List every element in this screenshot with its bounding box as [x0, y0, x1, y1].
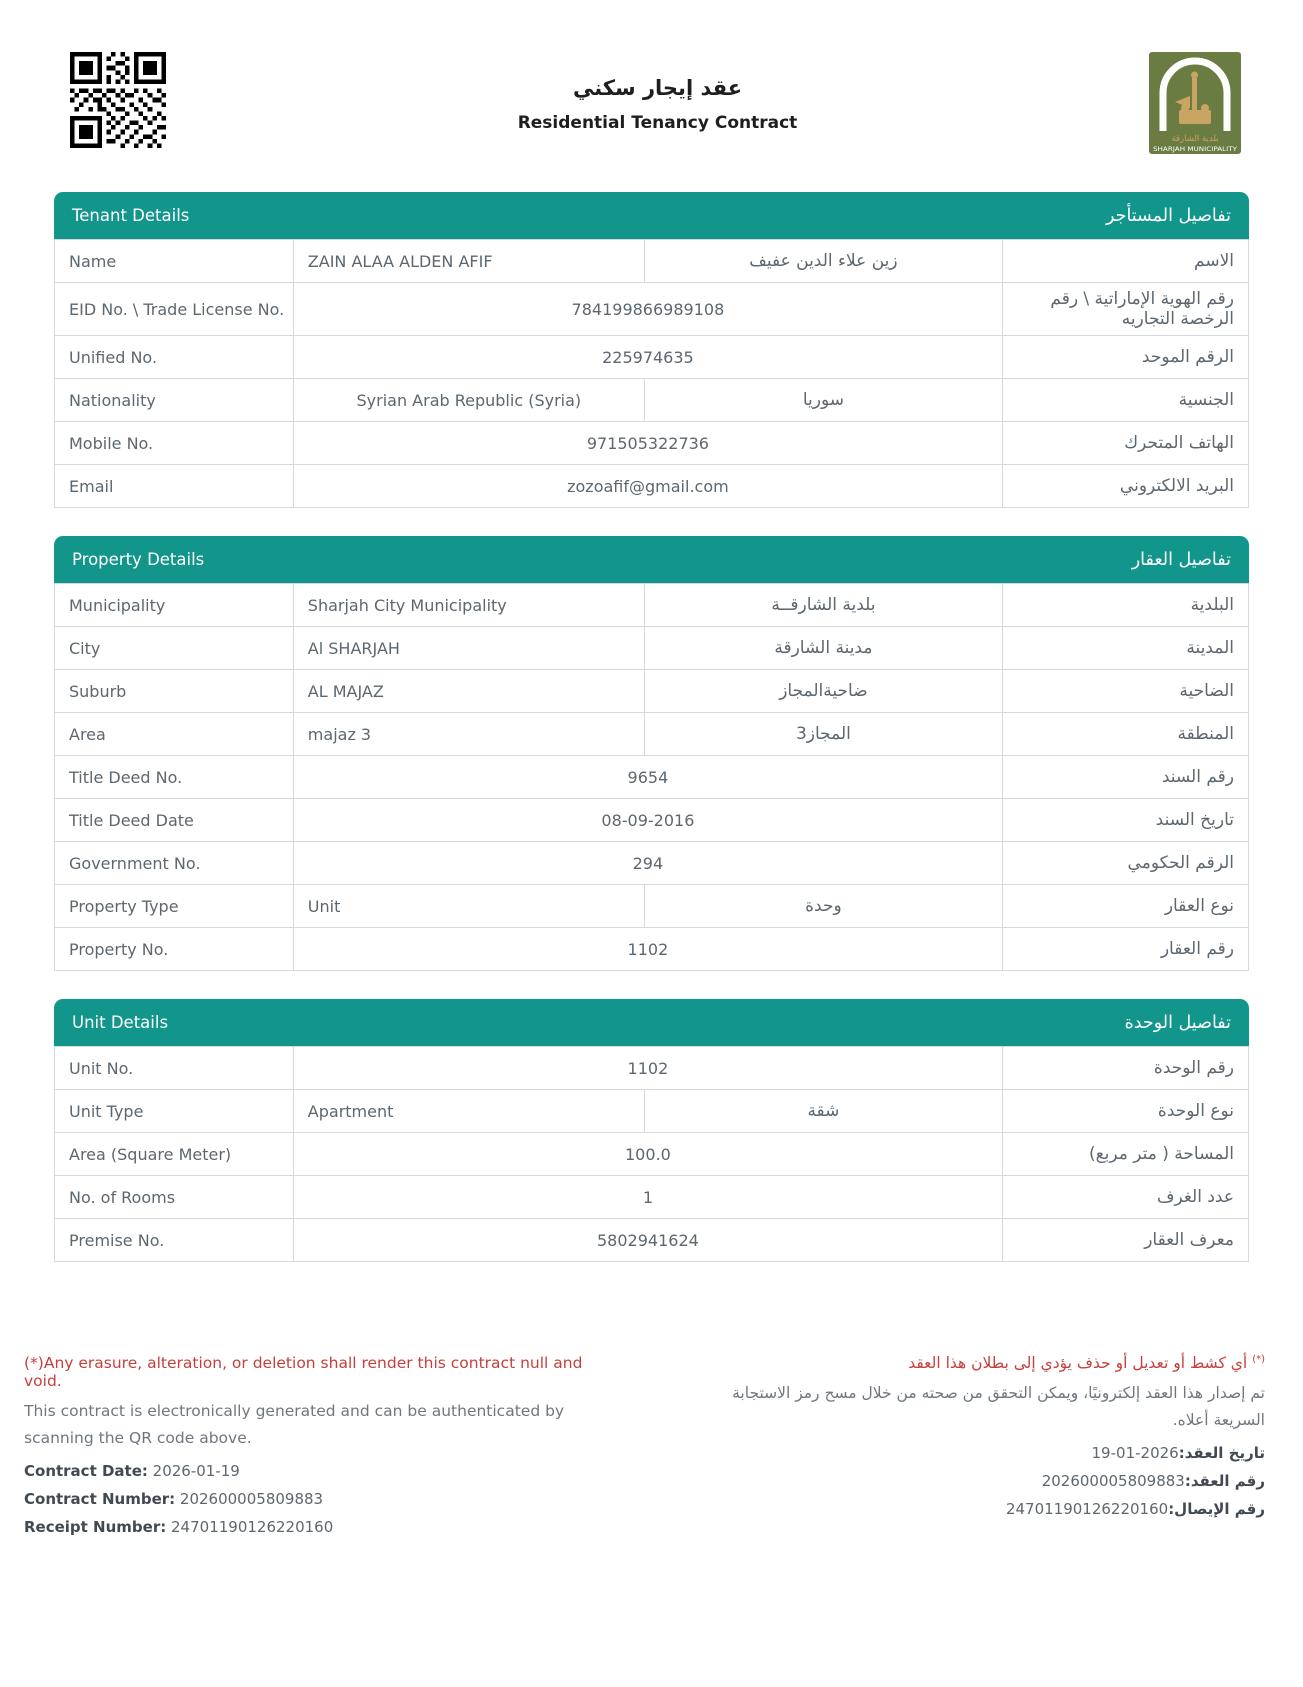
contract-date-value-ar: 2026-01-19 [1091, 1444, 1179, 1463]
label-en: Unit Type [55, 1090, 294, 1133]
receipt-number-line [24, 1514, 624, 1542]
unit-details-section [54, 999, 1249, 1262]
label-ar: الجنسية [1003, 379, 1249, 422]
value: 9654 [293, 756, 1002, 799]
tenant-details-header [54, 192, 1249, 239]
value-en: Unit [293, 885, 644, 928]
value-ar: وحدة [644, 885, 1002, 928]
label-en: Premise No. [55, 1219, 294, 1262]
value: 1102 [293, 928, 1002, 971]
property-row-city [55, 627, 1249, 670]
label-ar: الضاحية [1003, 670, 1249, 713]
receipt-number-label: Receipt Number: [24, 1517, 167, 1536]
label-en: EID No. \ Trade License No. [55, 283, 294, 336]
label-en: Nationality [55, 379, 294, 422]
tenant-row-unified-no [55, 336, 1249, 379]
property-row-title-deed-no [55, 756, 1249, 799]
document-title-english: Residential Tenancy Contract [517, 113, 798, 133]
label-en: Property No. [55, 928, 294, 971]
property-row-government-no [55, 842, 1249, 885]
unit-details-table [54, 1046, 1249, 1262]
tenant-row-eid [55, 283, 1249, 336]
section-title-arabic: تفاصيل الوحدة [1124, 1012, 1231, 1033]
value-en: majaz 3 [293, 713, 644, 756]
value-ar: المجاز3 [644, 713, 1002, 756]
void-warning-arabic [705, 1354, 1265, 1372]
value-ar: شقة [644, 1090, 1002, 1133]
label-ar: الهاتف المتحرك [1003, 422, 1249, 465]
label-en: Unit No. [55, 1047, 294, 1090]
label-en: Property Type [55, 885, 294, 928]
label-en: Mobile No. [55, 422, 294, 465]
label-ar: رقم الهوية الإماراتية \ رقم الرخصة التجاريه [1003, 283, 1249, 336]
value-en: AL MAJAZ [293, 670, 644, 713]
label-ar: عدد الغرف [1003, 1176, 1249, 1219]
contract-date-line-ar [705, 1440, 1265, 1468]
value-ar: سوريا [644, 379, 1002, 422]
logo-name-english: SHARJAH MUNICIPALITY [1153, 146, 1238, 153]
label-ar: معرف العقار [1003, 1219, 1249, 1262]
receipt-number-label-ar: رقم الإيصال: [1168, 1499, 1265, 1518]
unit-row-area-sqm [55, 1133, 1249, 1176]
property-details-section [54, 536, 1249, 971]
unit-row-unit-type [55, 1090, 1249, 1133]
contract-number-line [24, 1486, 624, 1514]
label-ar: رقم السند [1003, 756, 1249, 799]
value: zozoafif@gmail.com [293, 465, 1002, 508]
contract-date-label-ar: تاريخ العقد: [1178, 1444, 1265, 1463]
label-ar: البلدية [1003, 584, 1249, 627]
value: 225974635 [293, 336, 1002, 379]
contract-sections [54, 192, 1249, 1262]
contract-number-label: Contract Number: [24, 1490, 176, 1508]
warning-asterisk: (*) [1252, 1354, 1265, 1365]
authentication-note-arabic: تم إصدار هذا العقد إلكترونيًا، ويمكن التحقق من صحته من خلال مسح رمز الاستجابة السريعة أعلاه. [732, 1384, 1265, 1430]
value-en: Al SHARJAH [293, 627, 644, 670]
property-row-property-no [55, 928, 1249, 971]
label-en: No. of Rooms [55, 1176, 294, 1219]
value-ar: مدينة الشارقة [644, 627, 1002, 670]
label-ar: البريد الالكتروني [1003, 465, 1249, 508]
tenant-row-mobile [55, 422, 1249, 465]
receipt-number-value-ar: 24701190126220160 [1005, 1499, 1169, 1518]
value-en: Syrian Arab Republic (Syria) [293, 379, 644, 422]
contract-footer [0, 1354, 1303, 1542]
void-warning-english: (*)Any erasure, alteration, or deletion shall render this contract null and void. [24, 1354, 583, 1390]
document-title-arabic: عقد إيجار سكني [572, 76, 743, 100]
value-ar: ضاحيةالمجاز [644, 670, 1002, 713]
contract-date-label: Contract Date: [24, 1462, 148, 1481]
unit-details-header [54, 999, 1249, 1046]
sharjah-municipality-logo [1149, 52, 1241, 156]
section-title-english: Unit Details [72, 1013, 169, 1032]
contract-date-line [24, 1458, 624, 1486]
tenant-row-nationality [55, 379, 1249, 422]
label-en: Government No. [55, 842, 294, 885]
property-row-area [55, 713, 1249, 756]
property-row-municipality [55, 584, 1249, 627]
section-title-arabic: تفاصيل العقار [1131, 549, 1231, 570]
label-ar: المدينة [1003, 627, 1249, 670]
value-en: Apartment [293, 1090, 644, 1133]
contract-number-line-ar [705, 1468, 1265, 1496]
label-en: Title Deed Date [55, 799, 294, 842]
section-title-english: Property Details [72, 550, 205, 569]
label-en: Area (Square Meter) [55, 1133, 294, 1176]
property-row-property-type [55, 885, 1249, 928]
label-en: Name [55, 240, 294, 283]
label-en: Email [55, 465, 294, 508]
value-ar: بلدية الشارقــة [644, 584, 1002, 627]
qr-code-image [70, 52, 166, 148]
municipality-logo-image [1149, 52, 1241, 156]
value: 294 [293, 842, 1002, 885]
warning-text: أي كشط أو تعديل أو حذف يؤدي إلى بطلان هذا العقد [908, 1354, 1248, 1373]
contract-number-value: 202600005809883 [179, 1490, 324, 1508]
contract-number-label-ar: رقم العقد: [1184, 1472, 1265, 1491]
value: 971505322736 [293, 422, 1002, 465]
label-en: Municipality [55, 584, 294, 627]
tenant-details-section [54, 192, 1249, 508]
authentication-note-english: This contract is electronically generated and can be authenticated by scanning the QR code above. [24, 1402, 565, 1448]
value: 5802941624 [293, 1219, 1002, 1262]
section-title-english: Tenant Details [72, 206, 190, 225]
label-en: Unified No. [55, 336, 294, 379]
value-en: ZAIN ALAA ALDEN AFIF [293, 240, 644, 283]
unit-row-unit-no [55, 1047, 1249, 1090]
value-en: Sharjah City Municipality [293, 584, 644, 627]
label-en: Suburb [55, 670, 294, 713]
value: 1102 [293, 1047, 1002, 1090]
document-title-block [166, 52, 1149, 133]
value-ar: زين علاء الدين عفيف [644, 240, 1002, 283]
property-details-header [54, 536, 1249, 583]
label-ar: الاسم [1003, 240, 1249, 283]
property-row-suburb [55, 670, 1249, 713]
value: 100.0 [293, 1133, 1002, 1176]
tenant-row-name [55, 240, 1249, 283]
label-ar: تاريخ السند [1003, 799, 1249, 842]
label-ar: الرقم الحكومي [1003, 842, 1249, 885]
label-ar: رقم الوحدة [1003, 1047, 1249, 1090]
unit-row-no-of-rooms [55, 1176, 1249, 1219]
label-ar: نوع العقار [1003, 885, 1249, 928]
logo-name-arabic: بلدية الشارقة [1171, 134, 1219, 144]
document-header [0, 0, 1303, 156]
label-ar: المنطقة [1003, 713, 1249, 756]
contract-date-value: 2026-01-19 [152, 1462, 240, 1481]
label-ar: نوع الوحدة [1003, 1090, 1249, 1133]
label-ar: المساحة ( متر مربع) [1003, 1133, 1249, 1176]
label-ar: الرقم الموحد [1003, 336, 1249, 379]
property-details-table [54, 583, 1249, 971]
footer-arabic [705, 1354, 1265, 1542]
value: 08-09-2016 [293, 799, 1002, 842]
contract-number-value-ar: 202600005809883 [1041, 1472, 1185, 1491]
footer-english [24, 1354, 624, 1542]
label-en: Area [55, 713, 294, 756]
qr-code [70, 52, 166, 156]
unit-row-premise-no [55, 1219, 1249, 1262]
receipt-number-line-ar [705, 1496, 1265, 1524]
label-ar: رقم العقار [1003, 928, 1249, 971]
value: 1 [293, 1176, 1002, 1219]
label-en: City [55, 627, 294, 670]
value: 784199866989108 [293, 283, 1002, 336]
receipt-number-value: 24701190126220160 [171, 1517, 334, 1536]
label-en: Title Deed No. [55, 756, 294, 799]
section-title-arabic: تفاصيل المستأجر [1105, 205, 1231, 226]
tenant-row-email [55, 465, 1249, 508]
property-row-title-deed-date [55, 799, 1249, 842]
tenant-details-table [54, 239, 1249, 508]
